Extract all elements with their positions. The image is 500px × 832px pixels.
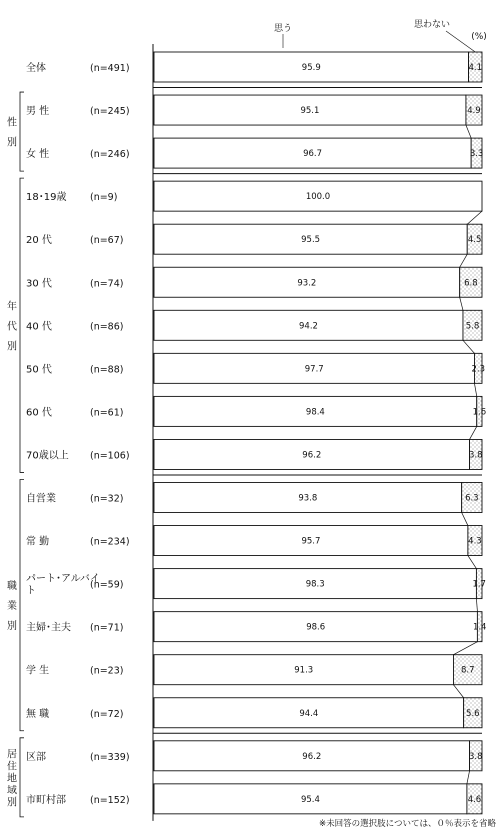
- row-label: 60 代: [26, 407, 52, 419]
- row-n: (n=9): [90, 192, 118, 204]
- row-n: (n=61): [90, 407, 124, 419]
- value-label-disagree: 1.6: [472, 407, 487, 418]
- value-label-agree: 91.3: [294, 665, 314, 676]
- value-label-disagree: 2.3: [471, 364, 485, 375]
- footnote: ※未回答の選択肢については、０％表示を省略: [319, 819, 496, 829]
- value-label-disagree: 5.8: [465, 321, 480, 332]
- value-label-agree: 93.2: [297, 278, 317, 289]
- row-n: (n=23): [90, 665, 124, 677]
- connector-line: [476, 599, 477, 612]
- group-bracket: [20, 178, 24, 472]
- row-label: 無 職: [26, 708, 50, 720]
- row-label: 主婦･主夫: [26, 622, 71, 634]
- value-label-agree: 97.7: [304, 364, 324, 375]
- row-n: (n=74): [90, 278, 124, 290]
- row-label: 学 生: [26, 665, 50, 677]
- row-n: (n=491): [90, 63, 130, 74]
- value-label-agree: 98.3: [305, 579, 325, 590]
- row-label: 30 代: [26, 278, 52, 290]
- connector-line: [453, 642, 477, 655]
- legend-label-0: 思う: [273, 24, 293, 34]
- row-n: (n=339): [90, 751, 130, 763]
- row-n: (n=72): [90, 708, 124, 720]
- row-label: 40 代: [26, 321, 52, 333]
- group-label: 居住地域別: [7, 749, 17, 809]
- row-label: 20 代: [26, 235, 52, 247]
- row-n: (n=67): [90, 235, 124, 247]
- value-label-disagree: 8.7: [460, 665, 475, 676]
- value-label-disagree: 3.8: [469, 751, 483, 762]
- connector-line: [467, 771, 470, 784]
- value-label-disagree: 1.4: [472, 622, 487, 633]
- unit-label: (%): [471, 32, 487, 42]
- value-label-agree: 100.0: [305, 192, 331, 203]
- row-label: 女 性: [26, 149, 50, 161]
- row-label: パート･アルバイト: [26, 573, 100, 597]
- value-label-agree: 95.5: [301, 235, 321, 246]
- row-n: (n=152): [90, 794, 130, 806]
- row-n: (n=59): [90, 579, 124, 591]
- row-label: 区部: [26, 751, 46, 763]
- group-label: 年代別: [7, 301, 17, 353]
- row-label: 常 勤: [26, 536, 50, 548]
- group-bracket: [20, 738, 24, 817]
- row-n: (n=234): [90, 536, 130, 548]
- connector-line: [468, 556, 477, 569]
- value-label-agree: 95.9: [301, 63, 321, 73]
- row-n: (n=32): [90, 493, 124, 505]
- value-label-agree: 98.6: [306, 622, 326, 633]
- value-label-agree: 95.7: [301, 536, 321, 547]
- row-label: 市町村部: [26, 794, 66, 806]
- connector-line: [462, 513, 468, 526]
- value-label-agree: 96.2: [302, 450, 322, 461]
- value-label-agree: 94.2: [299, 321, 318, 332]
- row-n: (n=71): [90, 622, 124, 634]
- value-label-agree: 95.4: [300, 794, 320, 805]
- legend-label-1: 思わない: [413, 20, 451, 30]
- value-label-agree: 98.4: [305, 407, 325, 418]
- value-label-disagree: 6.3: [465, 493, 479, 504]
- connector-line: [460, 297, 463, 310]
- value-label-disagree: 5.6: [466, 708, 480, 719]
- value-label-disagree: 4.1: [468, 63, 483, 73]
- group-bracket: [20, 92, 24, 171]
- row-label: 全体: [26, 63, 46, 74]
- row-n: (n=88): [90, 364, 124, 376]
- value-label-disagree: 1.7: [472, 579, 486, 590]
- value-label-disagree: 3.3: [469, 149, 484, 160]
- connector-line: [453, 685, 463, 698]
- group-label: 職業別: [7, 581, 17, 633]
- value-label-disagree: 4.6: [467, 794, 482, 805]
- row-label: 70歳以上: [26, 450, 69, 462]
- connector-line: [467, 211, 482, 224]
- value-label-agree: 96.7: [303, 149, 323, 160]
- value-label-agree: 96.2: [302, 751, 322, 762]
- value-label-agree: 95.1: [300, 106, 320, 117]
- row-label: 自営業: [26, 493, 56, 505]
- group-label: 性別: [7, 117, 17, 149]
- connector-line: [474, 383, 476, 396]
- row-label: 50 代: [26, 364, 52, 376]
- connector-line: [470, 426, 477, 439]
- row-n: (n=245): [90, 106, 130, 118]
- connector-line: [466, 125, 471, 138]
- value-label-agree: 94.4: [299, 708, 319, 719]
- value-label-disagree: 4.3: [468, 536, 482, 547]
- row-label: 18･19歳: [26, 192, 67, 204]
- connector-line: [460, 254, 468, 267]
- value-label-disagree: 4.5: [467, 235, 482, 246]
- value-label-disagree: 6.8: [464, 278, 478, 289]
- value-label-disagree: 3.8: [469, 450, 483, 461]
- row-label: 男 性: [26, 106, 50, 118]
- connector-line: [463, 340, 474, 353]
- value-label-agree: 93.8: [298, 493, 318, 504]
- row-n: (n=106): [90, 450, 130, 462]
- value-label-disagree: 4.9: [467, 106, 481, 117]
- group-bracket: [20, 480, 24, 731]
- row-n: (n=86): [90, 321, 124, 333]
- row-n: (n=246): [90, 149, 130, 161]
